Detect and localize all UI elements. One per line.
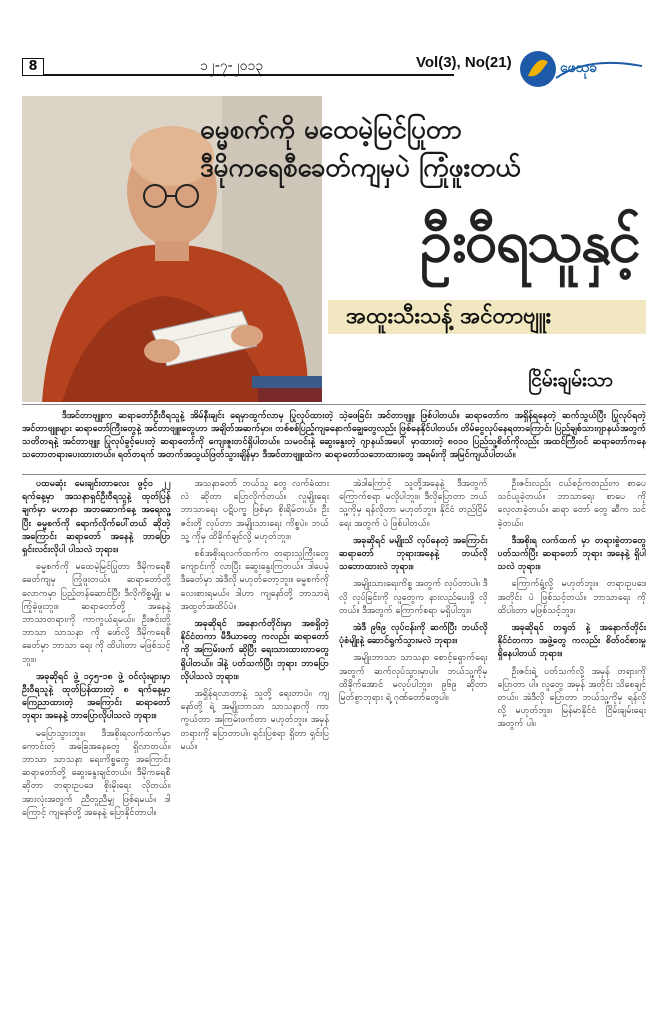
interview-answer: မပြောသွားဘူး။ ဒီအစိုးရလက်ထက်မှာ ကောင်းတဲ့ အခြေအနေတွေ ရှိလာတယ်။ ဘာသာ သာသနာ ရေးကိစ္စတွေ အကြောင်း ဆရာတော်တို့ ဆွေးနွေးချင်တယ်။ ဒီမိုကရေစီဆိုတာ တရားဥပဒေ စိုးမိုးရေး လိုတယ်။ အားလုံးအတွက် ညီတူညီမျှ ဖြစ်ရမယ်။ ဒါကြောင့် ကျနော်တို့ အနေနဲ့ ပြောနိုင်တာပါ။ [22,728,171,818]
page-header [0,0,663,76]
divider [22,404,646,405]
interview-answer: အဲဒါကြောင့် သူတို့အနေနဲ့ ဒီအတွက် ကြောက်စရာ မလိုပါဘူး။ ဒီလိုပြောတာ ဘယ်သူ့ကိုမှ ရန်လိုတာ မဟုတ်ဘူး။ နိုင်ငံ တည်ငြိမ်ရေး အတွက် ပဲ ဖြစ်ပါတယ်။ [339,479,488,529]
interview-answer: ကြောက်ရွံ့လို့ မဟုတ်ဘူး။ တရားဥပဒေ အတိုင်း ပဲ ဖြစ်သင့်တယ်။ ဘာသာရေး ကို ထိပါးတာ မဖြစ်သင့်ဘူး။ [497,579,646,616]
interviewee-name: ဦးဝီရသူနှင့် [420,207,639,275]
interview-answer: စစ်အစိုးရလက်ထက်က တရားသူကြီးတွေ ကျောင်းကို လာပြီး ဆွေးနွေးကြတယ်။ ဒါပေမဲ့ ဒီခေတ်မှာ အဲဒီလို မဟုတ်တော့ဘူး။ ဓမ္မစက်ကို လေးစားရမယ်။ ဒါဟာ ကျနော်တို့ ဘာသာရဲ့ အထွတ်အထိပ်ပဲ။ [180,549,329,612]
article-subtitle: အထူးသီးသန့် အင်တာဗျူး [328,300,646,334]
article-intro: ဒီအင်တာဗျူးက ဆရာတော်ဦးဝီရသူနဲ့ အိမ်နီးချင်း ရေမှာထွက်လာမှ ပြုလုပ်ထားတဲ့ သဲ့ဖေခြင်း အင်တာဗျူး ဖြစ်ပါတယ်။ ဆရာတော်က အရှိန်ရနေတဲ့ ဆက်သွယ်ပြီး ပြုလုပ်ရတဲ့ အင်တာဗျူးများ ဆရာတော်ကြီးတွေနဲ့ အင်တာဗျူးတွေဟာ အချိတ်အဆက်မှာ။ တစ်စစ်ပြည့်ကျခနောက်ချွေတွေလည်း ဖြစ်နေနိုင်ပါတယ်။ တိမ်ငွေလုပ်နေရတာကြောင်း ပြည်ချစ်သားဂျာနယ်အတွက် သတိတရနဲ့ အင်တာဗျူး ပြုလုပ်ခွင့်ပေးတဲ့ ဆရာတော်ကို ကျေးဇူးတင်ရှိပါတယ်။ သမဝင်းနဲ့ ဆွေးနွေးတဲ့ ဂျာနယ်အပေါ် မှာထားတဲ့ ၈၀၁၀ ပြည်သူ့စိတ်ကိုလည်း အထင်ကြီးဝင် ဆရာတော်ကနေ သဘောတရားပေးထားတယ်။ ရတ်တရက် အတက်အသွယ်ဖြတ်သွားချိန်မှာ ဒီအင်တာဗျူးထဲက ဆရာတော်သဘောထားတွေ အရမ်းကို အမြင်ကျယ်ပါတယ်။ [22,411,646,460]
interview-answer: အရှိန်ရလာတာနဲ့ သူတို့ ရေးတာပဲ။ ကျနော်တို့ ရဲ့ အမျိုးဘာသာ သာသနာကို ကာကွယ်တာ အကြမ်းဖက်တာ မဟုတ်ဘူး။ အမှန်တရားကို ပြောတာပါ။ ရှင်းပြစရာ ရှိတာ ရှင်းပြမယ်။ [180,689,329,752]
logo-text: ဖေသုခ [560,60,598,76]
byline: ငြိမ်းချမ်းသာ [528,369,613,391]
interview-question: အခုဆိုရင် မမျိုးသိ လုပ်နေတဲ့ အကြောင်း ဆရာတော် ဘုရားအနေနဲ့ ဘယ်လိုသဘောထားလဲ ဘုရား။ [339,535,488,573]
interview-answer: ဦးဇင်းလည်း ငယ်စဉ်ကတည်းက စာပေ သင်ယူခဲ့တယ်။ ဘာသာရေး စာပေ ကို လေ့လာခဲ့တယ်။ ဆရာ တော် တွေ ဆီက သင်ခဲ့တယ်။ [497,479,646,529]
volume-number: Vol(3), No(21) [416,54,512,71]
body-column-3 [339,478,488,1014]
article-body [22,478,646,1014]
divider [22,474,646,475]
interview-answer: အမျိုးသားရေးကိစ္စ အတွက် လုပ်တာပါ။ ဒီလို လုပ်ခြင်းကို လူတွေက နားလည်ပေးဖို့ လိုတယ်။ ဒီအတွက် ကြောက်စရာ မရှိပါဘူး။ [339,579,488,616]
page-number: 8 [22,58,44,76]
interview-question: အဲဒီ ၉၆၉ လုပ်ငန်းကို ဆက်ပြီး ဘယ်လို ပုံစံမျိုးနဲ့ ဆောင်ရွက်သွားမလဲ ဘုရား။ [339,623,488,647]
interview-answer: ဦးဇင်းရဲ့ ပတ်သက်လို့ အမှန် တရားကို ပြောတာ ပါ။ လူတွေ အမှန် အတိုင်း သိစေချင်တယ်။ အဲဒီလို ပြောတာ ဘယ်သူ့ကိုမှ ရန်လို လို့ မဟုတ်ဘူး။ မြန်မာနိုင်ငံ ငြိမ်းချမ်းရေး အတွက် ပါ။ [497,666,646,730]
body-column-1 [22,478,171,1014]
headline-line-1: ဓမ္မစက်ကို မထေမဲ့မြင်ပြုတာ [200,115,462,145]
headline-line-2: ဒီမိုကရေစီခေတ်ကျမှပဲ ကြုံဖူးတယ် [200,153,521,183]
interview-question: အခုဆိုရင် ဖွဲ့ ၁၄၅-၁၈ ဖွဲ့ ဝင်လုံးများမှာ ဦးဝီရသူနဲ့ ထုတ်ပြန်ထားတဲ့ ၈ ရက်နေ့မှာ ကြေညာထားတဲ့ အကြောင်း ဆရာတော် ဘုရား အနေနဲ့ ဘာပြောလိုပါသလဲ ဘုရား။ [22,671,171,722]
body-column-2 [181,478,330,1014]
body-column-4 [498,478,647,1014]
interview-answer: ဓမ္မစက်ကို မထေမဲ့မြင်ပြုတာ ဒီမိုကရေစီခေတ်ကျမှ ကြုံဖူးတယ်။ ဆရာတော်တို့ လောကမှာ ပြည့်တန်ဆောင်ပြီး ဒီလိုကိစ္စမျိုး မကြုံခဲ့ဖူးဘူး။ ဆရာတော်တို့ အနေနဲ့ ဘာသာတရားကို ကာကွယ်ရမယ်။ ဦးဇင်းတို့ ဘာသာ သာသနာ ကို ဖော်လို့ ဒီမိုကရေစီခေတ်မှာ ဘာသာ ရေး ကို ထိပါးတာ မဖြစ်သင့်ဘူး။ [22,562,171,665]
interview-question: ပထမဆုံး မေးချင်းတာလေး ဖွင့်ဝ ၂၂ ရက်နေ့မှာ အသနာရှင်ဦးဝီရသူနဲ့ ထုတ်ပြန်ချက်မှာ မဟာနာ အဘဆောက်နေ့ အရေးလူ့ပြီး ဓမ္မစက်ကို ရောက်လိုက်ပေါ်တယ် ဆိုတဲ့ အကြောင်း ဆရာတော် အနေနဲ့ ဘာပြော ရှင်းလင်းလိုပါ ပါသလဲ ဘုရား။ [22,479,171,556]
issue-date: ၁၂-၇-၂၀၁၃ [200,58,264,74]
interview-question: အခုဆိုရင် တရုတ် နဲ့ အနောက်တိုင်း နိုင်ငံတကာ အဖွဲ့တွေ ကလည်း စိတ်ဝင်စားမှု ရှိနေပါတယ် ဘုရား။ [497,623,646,660]
interview-answer: အသနာတော် ဘယ်သူ တွေ လက်ခံထားလဲ ဆိုတာ ပြောလိုက်တယ်။ လူမျိုးရေး ဘာသာရေး ပဋိပက္ခ ဖြစ်မှာ စိုးရိမ်တယ်။ ဦးဇင်းတို့ လုပ်တာ အမျိုးသားရေး ကိစ္စပဲ။ ဘယ်သူ့ ကိုမှ ထိခိုက်ချင်လို့ မဟုတ်ဘူး။ [180,479,329,542]
interview-answer: အမျိုးဘာသာ သာသနာ စောင့်ရှောက်ရေး အတွက် ဆက်လုပ်သွားမှာပါ။ ဘယ်သူ့ကိုမှ ထိခိုက်အောင် မလုပ်ပါဘူး။ ၉၆၉ ဆိုတာ မြတ်စွာဘုရား ရဲ့ ဂုဏ်တော်တွေပါ။ [339,653,488,704]
interview-question: အခုဆိုရင် အနောက်တိုင်းမှာ အစရှိတဲ့ နိုင်ငံတကာ မီဒီယာတွေ ကလည်း ဆရာတော်ကို အကြမ်းဖက် ဆိုပြီး ရေးသားထားတာတွေ ရှိပါတယ်။ ဒါနဲ့ ပတ်သက်ပြီး ဘုရား ဘာပြောလိုပါသလဲ ဘုရား။ [180,619,329,682]
interview-question: ဒီအစိုးရ လက်ထက် မှာ တရားစွဲတာတွေ ပတ်သက်ပြီး ဆရာတော် ဘုရား အနေနဲ့ ရှိပါသလဲ ဘုရား။ [497,535,646,573]
